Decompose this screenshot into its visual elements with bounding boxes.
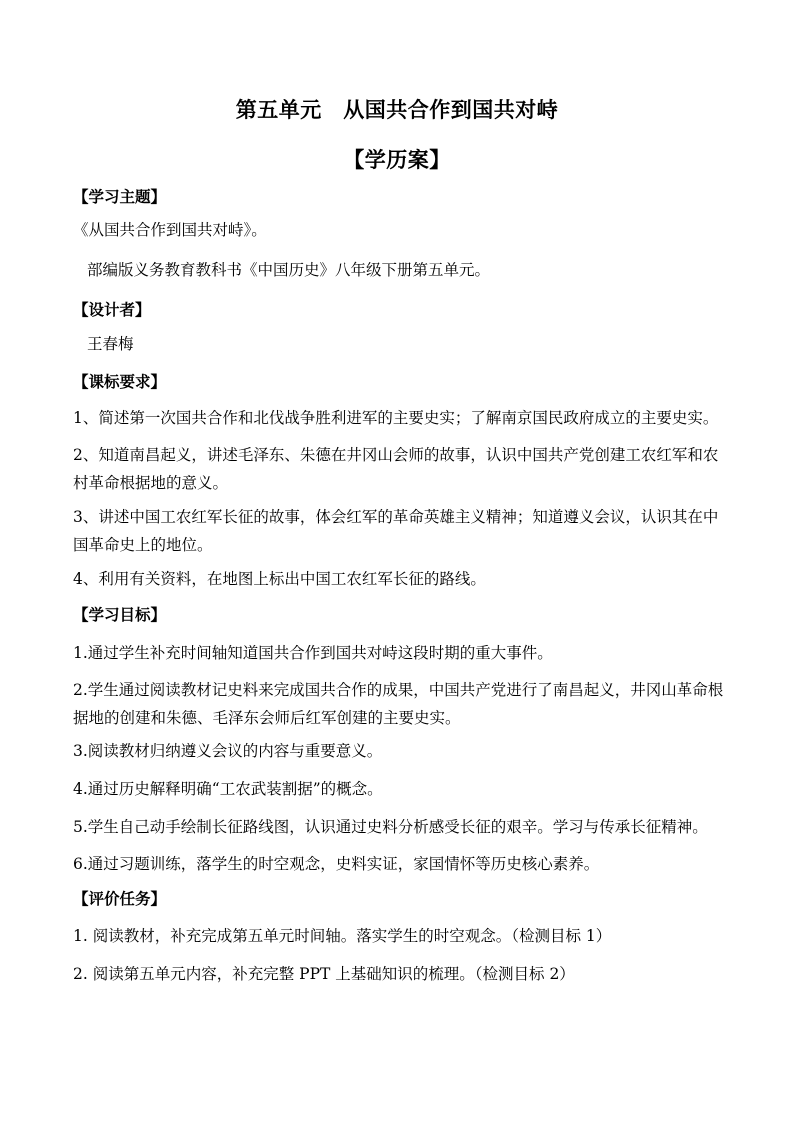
standard-item: 1、简述第一次国共合作和北伐战争胜利进军的主要史实；了解南京国民政府成立的主要史实。 (73, 409, 719, 427)
standard-item: 2、知道南昌起义，讲述毛泽东、朱德在井冈山会师的故事，认识中国共产党创建工农红军和农村革命根据地的意义。 (73, 446, 719, 492)
standard-item: 4、利用有关资料，在地图上标出中国工农红军长征的路线。 (73, 570, 486, 588)
topic-line: 部编版义务教育教科书《中国历史》八年级下册第五单元。 (87, 261, 491, 279)
objective-item: 4.通过历史解释明确“工农武装割据”的概念。 (73, 780, 383, 798)
section-heading-standards: 【课标要求】 (73, 372, 167, 391)
topic-line: 《从国共合作到国共对峙》。 (73, 221, 267, 239)
task-item: 1. 阅读教材，补充完成第五单元时间轴。落实学生的时空观念。（检测目标 1） (73, 927, 612, 945)
designer-name: 王春梅 (87, 335, 134, 353)
objective-item: 1.通过学生补充时间轴知道国共合作到国共对峙这段时期的重大事件。 (73, 644, 553, 662)
objective-item: 6.通过习题训练，落学生的时空观念，史料实证，家国情怀等历史核心素养。 (73, 855, 600, 873)
task-item: 2. 阅读第五单元内容，补充完整 PPT 上基础知识的梳理。（检测目标 2） (73, 965, 575, 983)
section-heading-designer: 【设计者】 (73, 300, 151, 319)
objective-item: 5.学生自己动手绘制长征路线图，认识通过史料分析感受长征的艰辛。学习与传承长征精神。 (73, 818, 708, 836)
section-heading-topic: 【学习主题】 (73, 187, 167, 206)
document-subtitle: 【学历案】 (343, 147, 451, 172)
objective-item: 3.阅读教材归纳遵义会议的内容与重要意义。 (73, 742, 383, 760)
section-heading-tasks: 【评价任务】 (73, 889, 167, 908)
document-title: 第五单元 从国共合作到国共对峙 (235, 97, 559, 122)
standard-item: 3、讲述中国工农红军长征的故事，体会红军的革命英雄主义精神；知道遵义会议，认识其在中国革命史上的地位。 (73, 508, 719, 554)
objective-item: 2.学生通过阅读教材记史料来完成国共合作的成果，中国共产党进行了南昌起义，井冈山革命根据地的创建和朱德、毛泽东会师后红军创建的主要史实。 (73, 681, 724, 727)
section-heading-objectives: 【学习目标】 (73, 605, 167, 624)
